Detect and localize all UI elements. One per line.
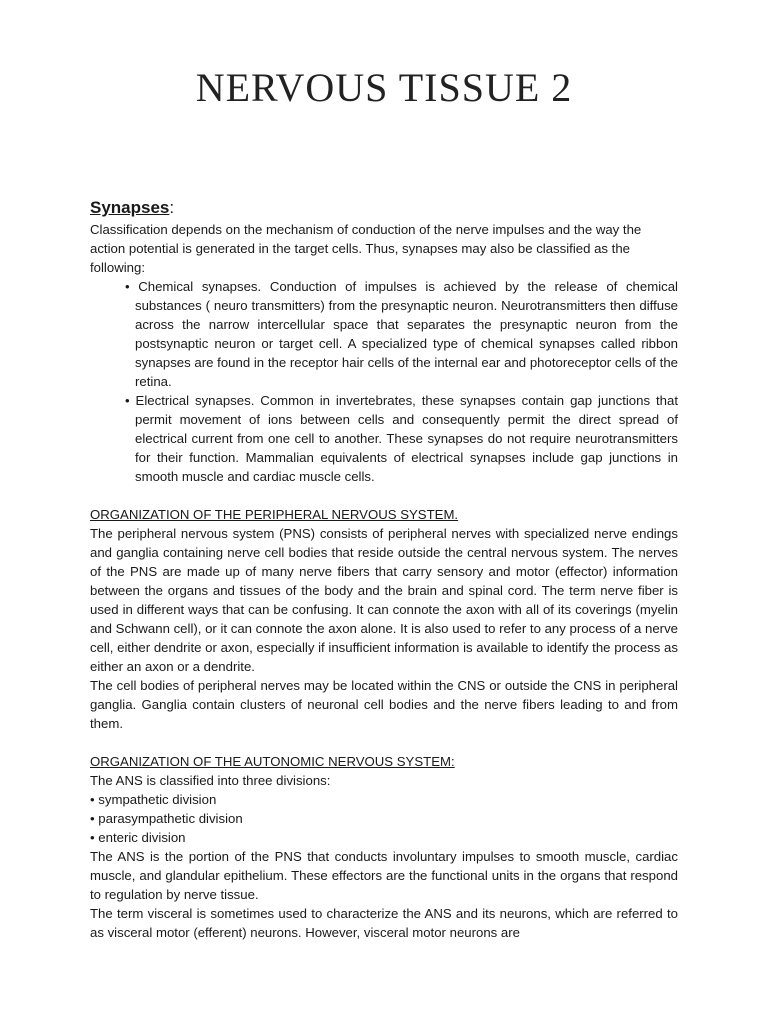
synapses-intro: Classification depends on the mechanism of conduction of the nerve impulses and the way the action potential is generated in the target cells. Thus, synapses may also be classified as the following: [90,222,642,275]
document-body [90,196,678,942]
ans-division-enteric: • enteric division [90,830,186,845]
synapses-heading [90,196,678,220]
pns-paragraph-2: The cell bodies of peripheral nerves may be located within the CNS or outside the CNS in peripheral ganglia. Ganglia contain clusters of neuronal cell bodies and the nerve fibers leading to and from them. [90,678,678,731]
ans-division-sympathetic: • sympathetic division [90,792,217,807]
ans-heading: ORGANIZATION OF THE AUTONOMIC NERVOUS SYSTEM: [90,754,455,769]
chemical-synapses-item: • Chemical synapses. Conduction of impulses is achieved by the release of chemical substances ( neuro transmitters) from the presynaptic neuron. Neurotransmitters then diffuse across the narrow intercellular space that separates the presynaptic neuron from the postsynaptic neuron or target cell. A specialized type of chemical synapses called ribbon synapses are found in the receptor hair cells of the internal ear and photoreceptor cells of the retina. [125,279,678,389]
ans-intro: The ANS is classified into three divisions: [90,773,331,788]
ans-division-parasympathetic: • parasympathetic division [90,811,243,826]
pns-paragraph-1: The peripheral nervous system (PNS) consists of peripheral nerves with specialized nerve endings and ganglia containing nerve cell bodies that reside outside the central nervous system. The nerves of the PNS are made up of many nerve fibers that carry sensory and motor (effector) information between the organs and tissues of the body and the brain and spinal cord. The term nerve fiber is used in different ways that can be confusing. It can connote the axon with all of its coverings (myelin and Schwann cell), or it can connote the axon alone. It is also used to refer to any process of a nerve cell, either dendrite or axon, especially if insufficient information is available to identify the process as either an axon or a dendrite. [90,526,678,674]
ans-divisions-list [90,790,678,847]
synapse-types-list [90,277,678,486]
synapses-heading-text: Synapses [90,198,170,217]
pns-heading: ORGANIZATION OF THE PERIPHERAL NERVOUS SYSTEM. [90,507,459,522]
page-title: NERVOUS TISSUE 2 [195,65,573,110]
ans-paragraph-1: The ANS is the portion of the PNS that conducts involuntary impulses to smooth muscle, cardiac muscle, and glandular epithelium. These effectors are the functional units in the organs that respond to regulation by nerve tissue. [90,849,678,902]
electrical-synapses-item: • Electrical synapses. Common in invertebrates, these synapses contain gap junctions that permit movement of ions between cells and consequently permit the direct spread of electrical current from one cell to another. These synapses do not require neurotransmitters for their function. Mammalian equivalents of electrical synapses include gap junctions in smooth muscle and cardiac muscle cells. [125,393,678,484]
synapses-heading-colon: : [169,198,175,217]
ans-paragraph-2: The term visceral is sometimes used to characterize the ANS and its neurons, which are referred to as visceral motor (efferent) neurons. However, visceral motor neurons are [90,906,678,940]
